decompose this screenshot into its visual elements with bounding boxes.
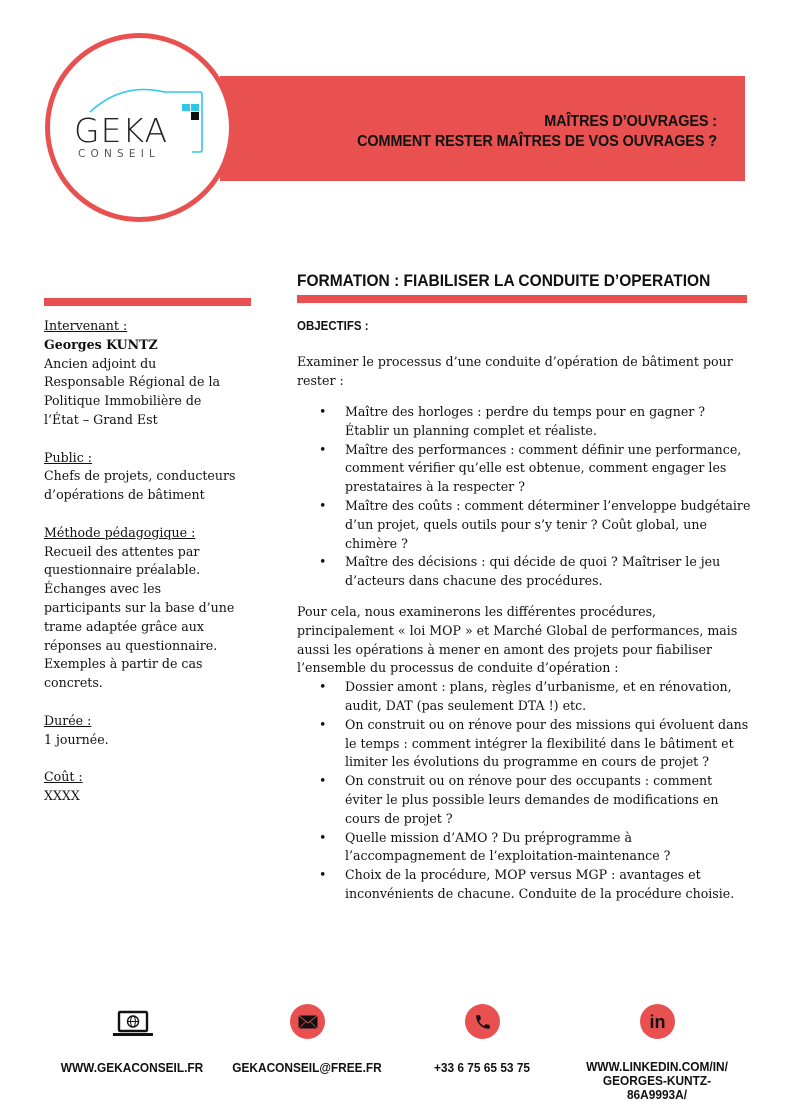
linkedin-link[interactable] [576, 1060, 738, 1102]
logo-square-black [191, 112, 199, 120]
public-desc-1: Chefs de projets, conducteurs [44, 468, 236, 484]
envelope-icon [298, 1015, 318, 1029]
objective-item: • Maître des performances : comment définir une performance, comment vérifier qu’elle est obtenue, comment engager les prestataires à la respecter ? [297, 441, 752, 497]
objectives-list [297, 403, 752, 591]
objective-item: • Maître des horloges : perdre du temps pour en gagner ? Établir un planning complet et réaliste. [297, 403, 752, 441]
intervenant-name: Georges KUNTZ [44, 336, 158, 352]
logo-square-cyan-2 [191, 104, 199, 111]
linkedin-line-2: GEORGES-KUNTZ- [602, 1074, 712, 1088]
cout-label: Coût : [44, 769, 83, 785]
intervenant-desc-1: Ancien adjoint du [44, 355, 157, 371]
intro-paragraph: Examiner le processus d’une conduite d’opération de bâtiment pour rester : [297, 354, 733, 388]
linkedin-icon: in [649, 1011, 666, 1032]
duree-label: Durée : [44, 712, 92, 728]
main-content [297, 272, 752, 901]
program-paragraph: Pour cela, nous examinerons les différentes procédures, principalement « loi MOP » et Marché Global de performances, mais aussi les opérations à mener en amont des projets pour fiabiliser l’ensemble du processus de conduite d’opération : [297, 604, 738, 676]
topics-list [297, 678, 752, 904]
geka-conseil-logo [72, 88, 204, 160]
logo-brand: GEKA [74, 111, 169, 150]
document-title [357, 112, 717, 152]
methode-desc-4: participants sur la base d’une [44, 599, 235, 615]
methode-desc-7: Exemples à partir de cas [44, 656, 203, 672]
public-desc-2: d’opérations de bâtiment [44, 487, 205, 503]
header-banner [220, 76, 745, 181]
phone-icon [474, 1013, 492, 1031]
methode-desc-3: Échanges avec les [44, 581, 162, 597]
public-label: Public : [44, 449, 93, 465]
methode-desc-5: trame adaptée grâce aux [44, 618, 204, 634]
objective-item: • Maître des coûts : comment déterminer l’enveloppe budgétaire d’un projet, quels outils pour s’y tenir ? Coût global, une chimère ? [297, 497, 752, 553]
intervenant-desc-2: Responsable Régional de la [44, 374, 220, 390]
phone-icon-badge [465, 1004, 500, 1039]
cout-value: XXXX [44, 787, 80, 803]
topic-item: • Quelle mission d’AMO ? Du préprogramme à l’accompagnement de l’exploitation-maintenance ? [297, 829, 752, 867]
topic-item: • On construit ou on rénove pour des missions qui évoluent dans le temps : comment intégrer la flexibilité dans le bâtiment et limiter les évolutions du programme en cours de projet ? [297, 716, 752, 772]
methode-desc-8: concrets. [44, 675, 103, 691]
formation-title: FORMATION : FIABILISER LA CONDUITE D’OPERATION [297, 272, 711, 290]
linkedin-line-1: WWW.LINKEDIN.COM/IN/ [586, 1060, 728, 1074]
sidebar-divider [44, 298, 251, 306]
laptop-globe-icon [112, 1010, 154, 1040]
sidebar [44, 317, 259, 806]
logo-square-cyan-1 [182, 104, 190, 111]
methode-desc-2: questionnaire préalable. [44, 562, 201, 578]
main-divider [297, 295, 747, 303]
email-icon-badge [290, 1004, 325, 1039]
topic-item: • Choix de la procédure, MOP versus MGP : avantages et inconvénients de chacune. Conduite de la procédure choisie. [297, 866, 752, 904]
title-line-1: MAÎTRES D’OUVRAGES : [544, 113, 717, 130]
logo-sub: CONSEIL [78, 148, 161, 160]
topic-item: • Dossier amont : plans, règles d’urbanisme, et en rénovation, audit, DAT (pas seulement DTA !) etc. [297, 678, 752, 716]
methode-desc-1: Recueil des attentes par [44, 543, 200, 559]
methode-desc-6: réponses au questionnaire. [44, 637, 218, 653]
website-icon [112, 1010, 154, 1045]
intervenant-desc-4: l’État – Grand Est [44, 411, 158, 427]
title-line-2: COMMENT RESTER MAÎTRES DE VOS OUVRAGES ? [357, 133, 717, 150]
linkedin-line-3: 86A9993A/ [626, 1088, 688, 1102]
email-link[interactable]: GEKACONSEIL@FREE.FR [232, 1061, 382, 1075]
duree-value: 1 journée. [44, 731, 109, 747]
intervenant-label: Intervenant : [44, 318, 128, 333]
linkedin-icon-badge [640, 1004, 675, 1039]
phone-link[interactable]: +33 6 75 65 53 75 [433, 1061, 531, 1075]
topic-item: • On construit ou on rénove pour des occupants : comment éviter le plus possible leurs demandes de modifications en cours de projet ? [297, 772, 752, 828]
website-link[interactable]: WWW.GEKACONSEIL.FR [60, 1061, 204, 1075]
methode-label: Méthode pédagogique : [44, 524, 196, 540]
intervenant-desc-3: Politique Immobilière de [44, 393, 202, 409]
program-section [297, 603, 752, 904]
objectifs-heading: OBJECTIFS : [297, 319, 369, 333]
objective-item: • Maître des décisions : qui décide de quoi ? Maîtriser le jeu d’acteurs dans chacune des procédures. [297, 553, 752, 591]
